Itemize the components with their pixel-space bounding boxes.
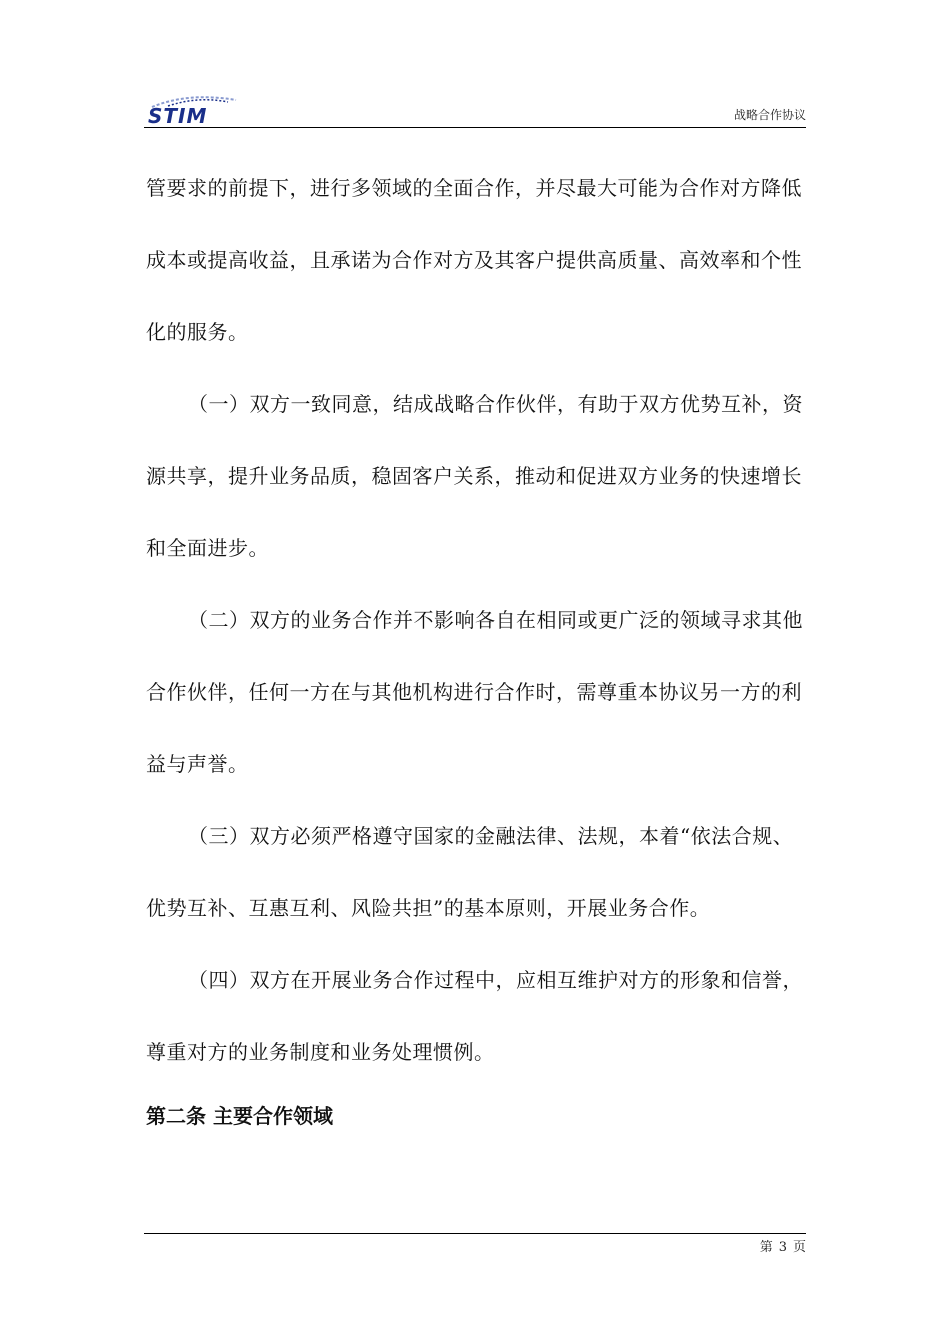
paragraph-4: （三）双方必须严格遵守国家的金融法律、法规，本着“依法合规、优势互补、互惠互利、风险共担”的基本原则，开展业务合作。	[146, 824, 794, 920]
paragraph-1: 管要求的前提下，进行多领域的全面合作，并尽最大可能为合作对方降低成本或提高收益，且承诺为合作对方及其客户提供高质量、高效率和个性化的服务。	[146, 176, 802, 344]
page-header	[144, 92, 806, 128]
section-heading: 第二条 主要合作领域	[146, 1104, 333, 1128]
paragraph-3: （二）双方的业务合作并不影响各自在相同或更广泛的领域寻求其他合作伙伴，任何一方在与其他机构进行合作时，需尊重本协议另一方的利益与声誉。	[146, 608, 803, 776]
document-body	[146, 152, 808, 1138]
paragraph-2: （一）双方一致同意，结成战略合作伙伴，有助于双方优势互补，资源共享，提升业务品质，稳固客户关系，推动和促进双方业务的快速增长和全面进步。	[146, 392, 803, 560]
page-footer	[760, 1240, 806, 1256]
footer-suffix: 页	[792, 1240, 806, 1255]
footer-prefix: 第	[759, 1240, 773, 1255]
paragraph-5: （四）双方在开展业务合作过程中，应相互维护对方的形象和信誉，尊重对方的业务制度和业务处理惯例。	[146, 968, 803, 1064]
logo-text: STIM	[148, 104, 208, 128]
document-title: 战略合作协议	[733, 108, 806, 122]
footer-divider	[144, 1233, 806, 1234]
header-divider	[144, 127, 806, 128]
stim-logo	[148, 94, 240, 126]
page-number: 3	[778, 1240, 787, 1255]
